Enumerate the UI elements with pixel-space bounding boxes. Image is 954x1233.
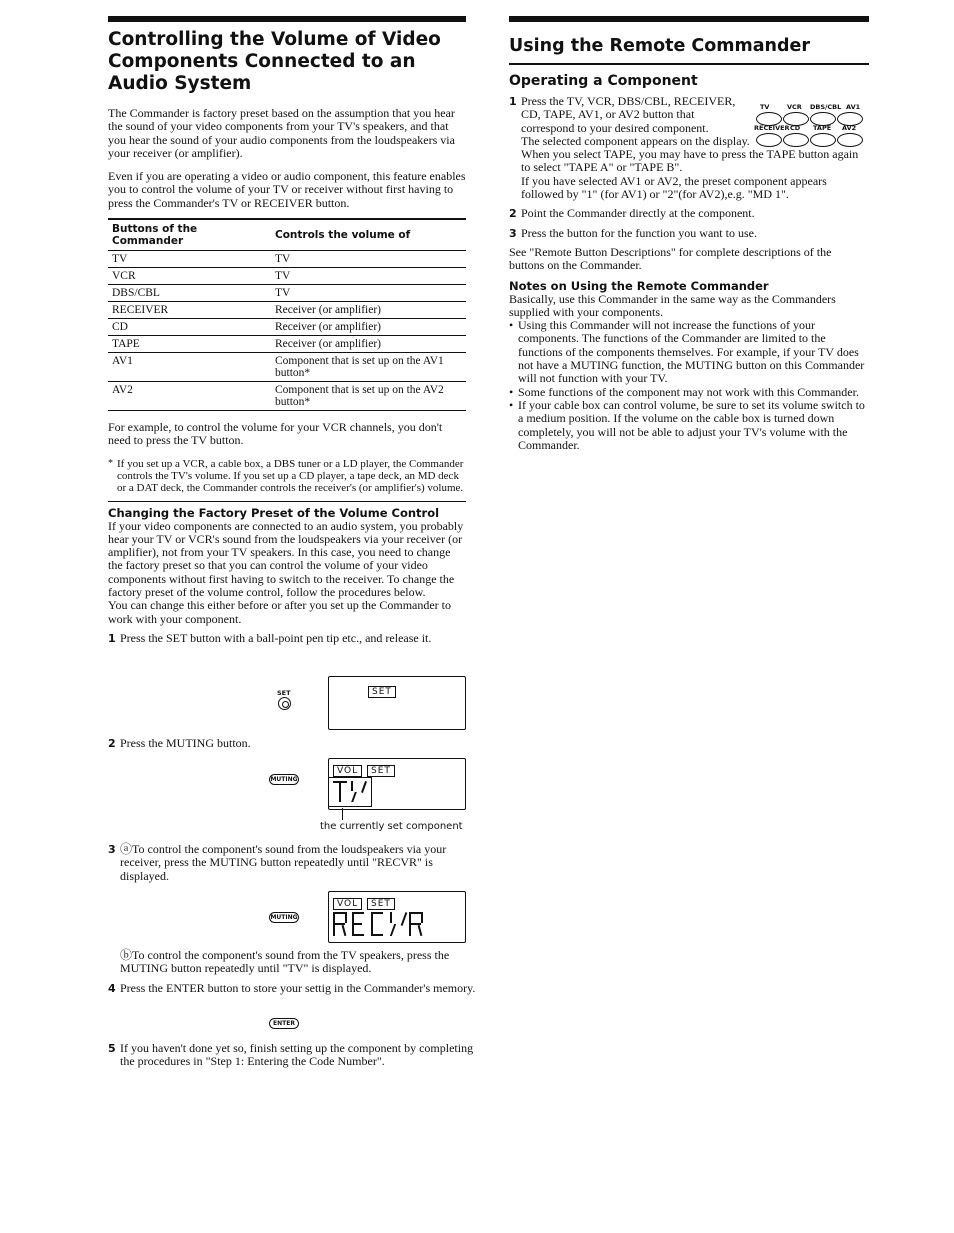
cd-button[interactable] (783, 133, 809, 147)
step-3b: ⓑTo control the component's sound from the TV speakers, press the MUTING button repeatedly until "TV" is displayed. (120, 948, 450, 976)
button-label-tv: TV (760, 103, 770, 111)
example-paragraph: For example, to control the volume for your VCR channels, you don't need to press the TV button. (108, 420, 443, 448)
segment-display-tv (329, 777, 372, 807)
op-step-1-details: The selected component appears on the display. When you select TAPE, you may have to press the TAPE button again to select "TAPE A" or "TAPE B". If you have selected AV1 or AV2, the preset component appears followed by "1" (for AV1) or "2"(for AV2),e.g. "MD 1". (521, 133, 859, 202)
av2-button[interactable] (837, 133, 863, 147)
button-label-tape: TAPE (813, 124, 832, 132)
lcd-set-tag: SET (367, 765, 395, 777)
table-cell-controls: TV (271, 251, 466, 268)
op-step-2: 2 Point the Commander directly at the component. (509, 206, 755, 221)
tape-button[interactable] (810, 133, 836, 147)
table-row (108, 268, 466, 285)
right-title: Using the Remote Commander (509, 36, 811, 56)
section-paragraph-2: You can change this either before or after you set up the Commander to work with your component. (108, 598, 452, 626)
note-bullet: • If your cable box can control volume, be sure to set its volume switch to a medium position. If the volume on the cable box is turned down completely, you will not be able to adjust your TV's volume with the Commander. (509, 399, 869, 452)
table-cell-controls: Receiver (or amplifier) (271, 319, 466, 336)
notes-intro: Basically, use this Commander in the same way as the Commanders supplied with your components. (509, 291, 836, 319)
lcd-vol-tag: VOL (333, 765, 362, 777)
notes-title: Notes on Using the Remote Commander (509, 278, 769, 293)
footnote-mark: * (108, 457, 113, 469)
footnote-text: If you set up a VCR, a cable box, a DBS tuner or a LD player, the Commander controls the TV's volume. If you set up a CD player, a tape deck, an MD deck or a DAT deck, the Commander controls the receiver's (or amplifier's) volume. (117, 457, 464, 495)
button-label-av2: AV2 (842, 124, 857, 132)
step-4: 4 Press the ENTER button to store your settig in the Commander's memory. (108, 981, 476, 995)
lcd-vol-tag: VOL (333, 898, 362, 910)
table-cell-controls: Component that is set up on the AV1 button* (271, 353, 466, 382)
button-label-dbs: DBS/CBL (810, 103, 842, 111)
table-row (108, 285, 466, 302)
table-row (108, 353, 466, 382)
component-buttons-figure (754, 103, 864, 147)
step-3: 3 ⓐTo control the component's sound from the loudspeakers via your receiver, press the MUTING button repeatedly until "RECVR" is displayed. (108, 842, 447, 883)
subtitle: Operating a Component (509, 73, 698, 89)
table-cell-button: TAPE (108, 336, 271, 353)
note-bullet: • Some functions of the component may not work with this Commander. (509, 386, 869, 399)
top-bar (108, 16, 466, 22)
right-column (509, 16, 869, 452)
button-label-cd: CD (790, 124, 801, 132)
volume-table (108, 218, 466, 411)
see-descriptions: See "Remote Button Descriptions" for complete descriptions of the buttons on the Commander. (509, 244, 832, 273)
table-row (108, 336, 466, 353)
table-cell-button: RECEIVER (108, 302, 271, 319)
muting-button-icon[interactable]: MUTING (270, 914, 298, 921)
op-step-3: 3 Press the button for the function you want to use. (509, 225, 757, 240)
step-5: 5 If you haven't done yet so, finish setting up the component by completing the procedures in "Step 1: Entering the Code Number". (108, 1041, 474, 1069)
lcd-display-1 (328, 676, 466, 730)
button-label-receiver: RECEIVER (754, 124, 790, 132)
table-cell-button: VCR (108, 268, 271, 285)
table-cell-button: AV2 (108, 382, 271, 411)
table-cell-controls: Receiver (or amplifier) (271, 302, 466, 319)
step-2: 2 Press the MUTING button. (108, 736, 251, 750)
op-step-1: 1 Press the TV, VCR, DBS/CBL, RECEIVER, CD, TAPE, AV1, or AV2 button that correspond to your desired component. (509, 94, 736, 135)
left-title: Controlling the Volume of Video Components Connected to an Audio System (108, 29, 441, 94)
figure-caption: the currently set component (320, 821, 463, 832)
lcd-set-tag: SET (367, 898, 395, 910)
lcd-set-tag: SET (368, 686, 396, 698)
table-cell-button: CD (108, 319, 271, 336)
table-header: Buttons of the Commander (108, 219, 271, 251)
table-cell-controls: Receiver (or amplifier) (271, 336, 466, 353)
table-cell-controls: TV (271, 285, 466, 302)
button-label-vcr: VCR (787, 103, 802, 111)
set-button-icon[interactable] (278, 697, 291, 710)
caption-pointer (342, 808, 343, 820)
intro-paragraph-2: Even if you are operating a video or audio component, this feature enables you to control the volume of your TV or receiver without first having to press the Commander's TV or RECEIVER button. (108, 169, 466, 210)
table-cell-controls: Component that is set up on the AV2 button* (271, 382, 466, 411)
intro-paragraph-1: The Commander is factory preset based on the assumption that you hear the sound of your video components from your TV's speakers, and that you hear the sound of your audio components from the loudspeakers via your receiver (or amplifier). (108, 106, 455, 160)
note-bullet: • Using this Commander will not increase the functions of your components. The functions of the Commander are limited to the functions of the components themselves. For example, if your TV does not have a MUTING function, the MUTING button on this Commander will not function with your TV. (509, 319, 869, 385)
table-row (108, 251, 466, 268)
table-row (108, 302, 466, 319)
footnote (108, 458, 466, 495)
muting-button-icon[interactable]: MUTING (270, 776, 298, 783)
table-cell-button: DBS/CBL (108, 285, 271, 302)
button-label-av1: AV1 (846, 103, 861, 111)
segment-display-recvr (333, 912, 423, 938)
lcd-display-3 (328, 891, 466, 943)
lcd-display-2 (328, 758, 466, 810)
section-title: Changing the Factory Preset of the Volume Control (108, 505, 440, 520)
section-paragraph-1: If your video components are connected to an audio system, you probably hear your TV or VCR's sound from the loudspeakers via your receiver (or amplifier), not from your TV speakers. In this case, you need to change the factory preset so that you can control the volume of your video components without first having to switch to the receiver. To change the factory preset of the volume control, follow the procedures below. (108, 518, 464, 600)
left-column (108, 16, 466, 645)
table-cell-controls: TV (271, 268, 466, 285)
table-cell-button: TV (108, 251, 271, 268)
table-header: Controls the volume of (271, 219, 466, 251)
title-rule (509, 63, 869, 65)
table-row (108, 319, 466, 336)
enter-button-icon[interactable]: ENTER (269, 1018, 299, 1029)
receiver-button[interactable] (756, 133, 782, 147)
table-row (108, 382, 466, 411)
step-1: 1 Press the SET button with a ball-point pen tip etc., and release it. (108, 630, 432, 645)
set-label: SET (277, 689, 291, 697)
table-cell-button: AV1 (108, 353, 271, 382)
